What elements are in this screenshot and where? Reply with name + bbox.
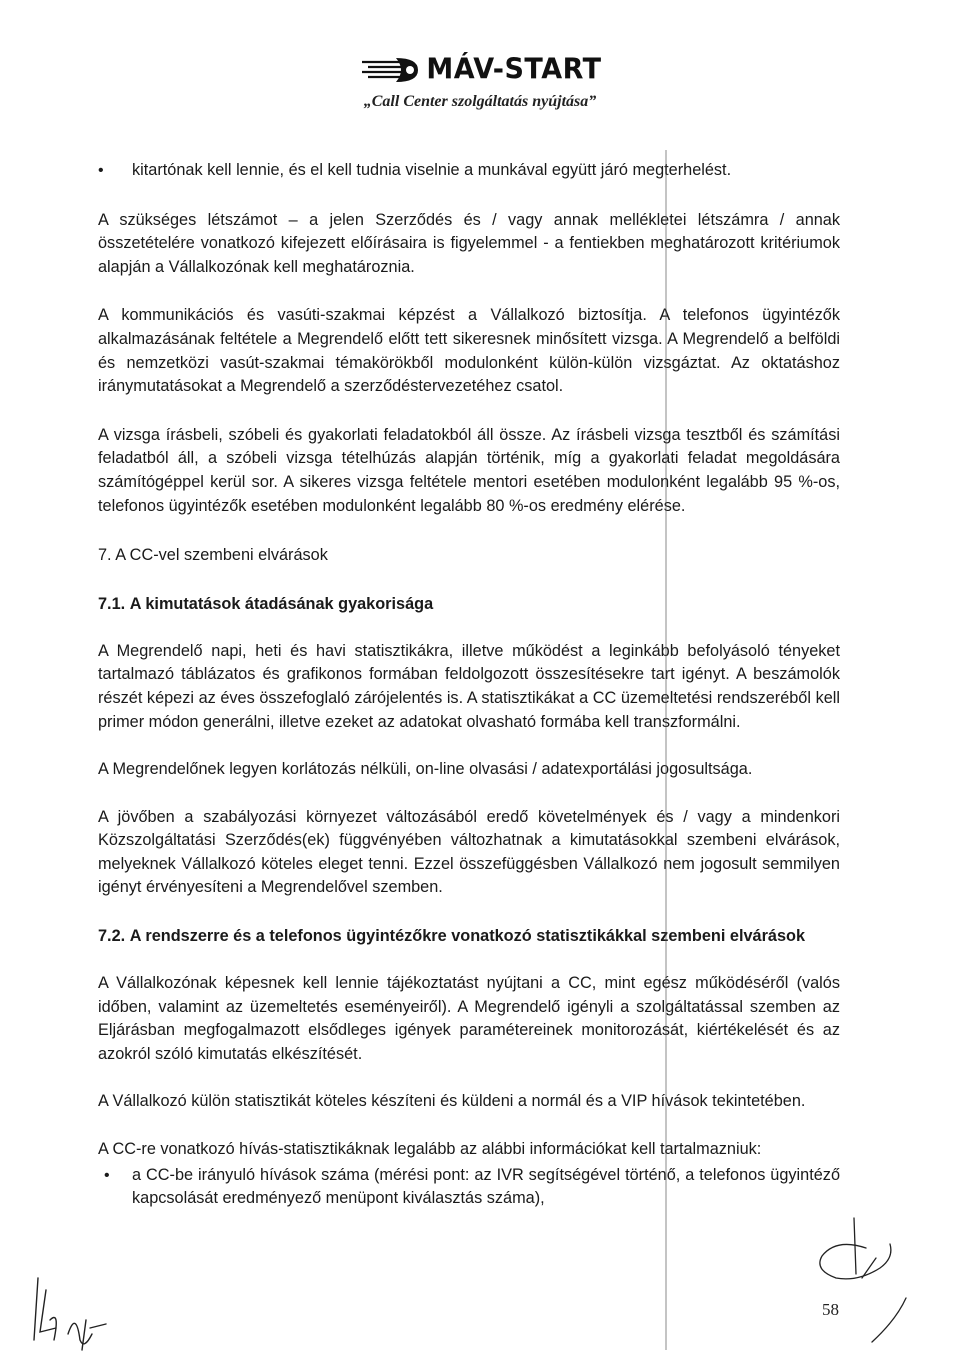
list-item <box>0 159 840 183</box>
page-number: 58 <box>822 1300 839 1319</box>
document-header <box>0 52 960 111</box>
subsection-heading <box>98 925 840 948</box>
paragraph: A kommunikációs és vasúti-szakmai képzést a Vállalkozó biztosítja. A telefonos ügyintézők alkalmazásának feltétele a Megrendelő előtt tett sikeresnek minősített vizsga. A Megrendelő a belföldi és nemzetközi vasút-szakmai témakörökből modulonként külön-külön vizsgáztat. Az oktatáshoz iránymutatásokat a Megrendelő a szerződéstervezetéhez csatol. <box>98 306 840 396</box>
subsection-number: 7.1. <box>98 594 126 613</box>
list-item <box>98 1164 840 1211</box>
list-item-text: kitartónak kell lennie, és el kell tudnia viselnie a munkával együtt járó megterhelést. <box>132 161 732 179</box>
logo-wordmark: MÁV-START <box>426 52 602 86</box>
paragraph: A Vállalkozó külön statisztikát köteles készíteni és küldeni a normál és a VIP hívások tekintetében. <box>98 1092 806 1111</box>
bullet-icon: • <box>104 1166 110 1184</box>
train-logo-icon <box>358 52 422 86</box>
document-body <box>98 155 840 1211</box>
handwritten-initials-icon <box>20 1270 130 1358</box>
paragraph: A Vállalkozónak képesnek kell lennie tájékoztatást nyújtani a CC, mint egész működéséről (valós időben, valamint az üzemeltetés eseményeiről). A Megrendelő igényli a szolgáltatással szemben az Eljárásban megfogalmazott elsődleges igények paramétereinek monitorozását, kiértékelését és az azokról szóló kimutatás elkészítését. <box>98 974 840 1063</box>
company-logo <box>358 52 601 86</box>
paragraph: A Megrendelő napi, heti és havi statisztikákra, illetve működést a leginkább befolyásoló tényeket tartalmazó táblázatos és grafikonos formában feldolgozott összesítésekre tart igényt. A beszámolók részét képezi az éves összefoglaló zárójelentés is. A statisztikákat a CC üzemeltetési rendszeréből kell primer módon generálni, illetve ezeket az adatokat olvasható formába kell transzformálni. <box>98 641 840 731</box>
handwritten-signature-icon <box>806 1208 916 1348</box>
list-item-text: a CC-be irányuló hívások száma (mérési pont: az IVR segítségével történő, a telefonos ügyintéző kapcsolását eredményező menüpont kiválasztás száma), <box>132 1165 840 1208</box>
paragraph: A vizsga írásbeli, szóbeli és gyakorlati feladatokból áll össze. Az írásbeli vizsga tesztből és számítási feladatból áll, a szóbeli vizsga tételhúzás alapján történik, míg a gyakorlati feladat megoldására számítógéppel kerül sor. A sikeres vizsga feltétele mentori esetében modulonként legalább 95 %-os, telefonos ügyintézők esetében modulonként legalább 80 %-os eredmény elérése. <box>98 425 840 515</box>
bullet-icon: • <box>98 162 104 179</box>
section-heading: 7. A CC-vel szembeni elvárások <box>98 546 328 565</box>
paragraph: A CC-re vonatkozó hívás-statisztikáknak legalább az alábbi információkat kell tartalmazniuk: <box>98 1140 762 1159</box>
header-tagline: „Call Center szolgáltatás nyújtása” <box>363 93 597 110</box>
paragraph: A jövőben a szabályozási környezet változásából eredő követelmények és / vagy a mindenkori Közszolgáltatási Szerződés(ek) függvényében változhatnak a kimutatásokkal szembeni elvárások, melyeknek Vállalkozó köteles eleget tenni. Ezzel összefüggésben Vállalkozó nem jogosult semmilyen igényt érvényesíteni a Megrendelővel szemben. <box>98 807 840 897</box>
subsection-title: A kimutatások átadásának gyakorisága <box>129 594 434 613</box>
paragraph: A Megrendelőnek legyen korlátozás nélküli, on-line olvasási / adatexportálási jogosultsága. <box>98 760 753 779</box>
subsection-heading <box>98 593 840 616</box>
paragraph: A szükséges létszámot – a jelen Szerződés és / vagy annak mellékletei létszámra / annak összetételére vonatkozó kifejezett előírásaira is figyelemmel - a fentiekben meghatározott kritériumok alapján a Vállalkozónak kell meghatároznia. <box>98 210 840 276</box>
scan-fold-line <box>665 150 667 1350</box>
subsection-title: A rendszerre és a telefonos ügyintézőkre vonatkozó statisztikákkal szembeni elvárások <box>129 927 806 946</box>
subsection-number: 7.2. <box>98 927 126 946</box>
